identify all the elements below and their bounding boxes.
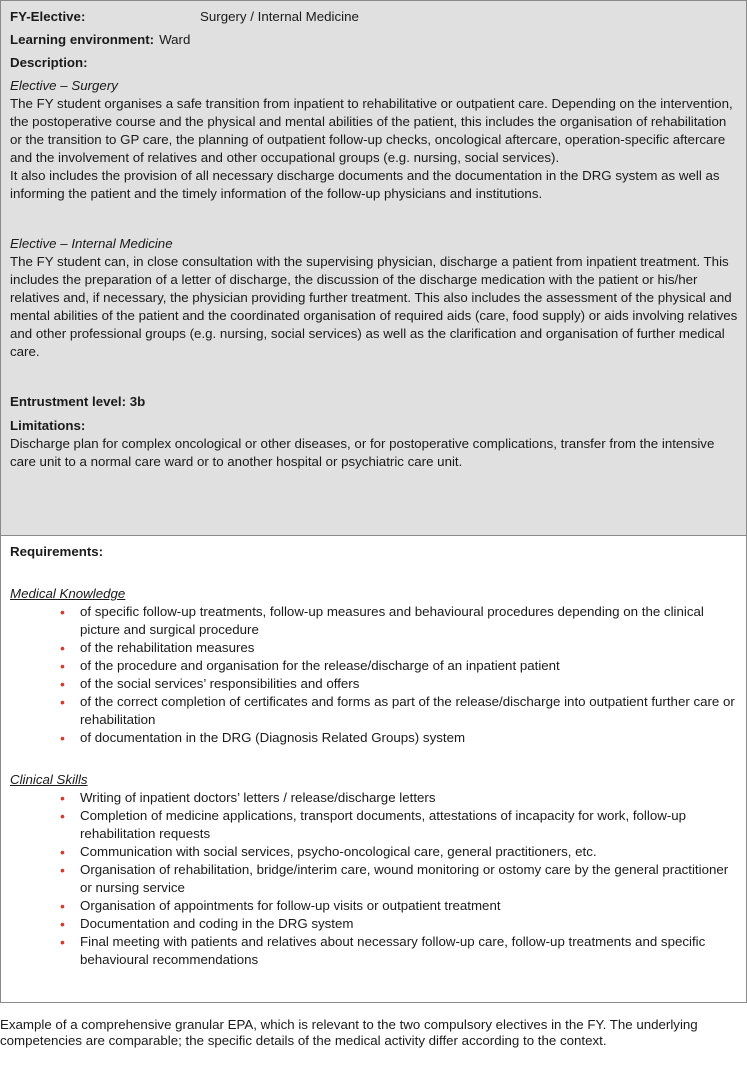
- description-label: Description:: [10, 55, 88, 70]
- figure-caption: Example of a comprehensive granular EPA, which is relevant to the two compulsory electives in the FY. The underlying competencies are comparable; the specific details of the medical activity differ according to the context.: [0, 1017, 698, 1048]
- internal-medicine-title: Elective – Internal Medicine: [10, 236, 173, 251]
- surgery-paragraph-2: It also includes the provision of all necessary discharge documents and the documentation in the DRG system as well as informing the patient and the timely information of the follow-up physicians and institutions.: [10, 168, 720, 201]
- fy-elective-value: Surgery / Internal Medicine: [200, 9, 359, 24]
- list-item: • of documentation in the DRG (Diagnosis Related Groups) system: [80, 729, 738, 747]
- list-item: • of the correct completion of certificates and forms as part of the release/discharge into outpatient further care or rehabilitation: [80, 693, 738, 729]
- epa-description-cell: [1, 1, 746, 536]
- learning-environment-value: Ward: [159, 32, 191, 47]
- list-item: • Completion of medicine applications, transport documents, attestations of incapacity for work, follow-up rehabilitation requests: [80, 807, 738, 843]
- surgery-paragraph-1: The FY student organises a safe transition from inpatient to rehabilitative or outpatient care. Depending on the intervention, the postoperative course and the physical and mental abilities of the patient, this includes the organisation of rehabilitation or the transition to GP care, the planning of outpatient follow-up checks, oncological aftercare, operation-specific aftercare and the involvement of relatives and other occupational groups (e.g. nursing, social services).: [10, 96, 733, 165]
- list-item: • of specific follow-up treatments, follow-up measures and behavioural procedures depending on the clinical picture and surgical procedure: [80, 603, 738, 639]
- fy-elective-label: FY-Elective:: [10, 9, 86, 24]
- list-item: • Final meeting with patients and relatives about necessary follow-up care, follow-up treatments and specific behavioural recommendations: [80, 933, 738, 969]
- learning-environment-label: Learning environment:: [10, 32, 155, 47]
- list-item: • of the social services’ responsibilities and offers: [80, 675, 738, 693]
- fy-elective-row: [10, 8, 738, 26]
- medical-knowledge-list: [10, 603, 738, 747]
- clinical-skills-list: [10, 789, 738, 969]
- limitations-label: Limitations:: [10, 418, 86, 433]
- internal-medicine-paragraph: The FY student can, in close consultation with the supervising physician, discharge a patient from inpatient treatment. This includes the preparation of a letter of discharge, the discussion of the discharge medication with the patient or his/her relatives and, if necessary, the physician providing further treatment. This also includes the assessment of the physical and mental abilities of the patient and the coordinated organisation of required aids (care, food supply) or aids involving relatives and other professional groups (e.g. nursing, social services) as well as the clarification and organisation of further medical care.: [10, 254, 738, 359]
- description-row: [10, 54, 738, 72]
- requirements-label: Requirements:: [10, 544, 104, 559]
- list-item: • Organisation of appointments for follow-up visits or outpatient treatment: [80, 897, 738, 915]
- learning-environment-row: [10, 31, 738, 49]
- list-item: • of the rehabilitation measures: [80, 639, 738, 657]
- list-item: • of the procedure and organisation for the release/discharge of an inpatient patient: [80, 657, 738, 675]
- list-item: • Organisation of rehabilitation, bridge/interim care, wound monitoring or ostomy care by the general practitioner or nursing service: [80, 861, 738, 897]
- epa-requirements-cell: [1, 536, 746, 1002]
- medical-knowledge-title: Medical Knowledge: [10, 586, 126, 601]
- entrustment-level: Entrustment level: 3b: [10, 394, 146, 409]
- list-item: • Communication with social services, psycho-oncological care, general practitioners, etc.: [80, 843, 738, 861]
- limitations-text: Discharge plan for complex oncological or other diseases, or for postoperative complications, transfer from the intensive care unit to a normal care ward or to another hospital or psychiatric care unit.: [10, 436, 715, 469]
- surgery-title: Elective – Surgery: [10, 78, 118, 93]
- list-item: • Writing of inpatient doctors’ letters / release/discharge letters: [80, 789, 738, 807]
- list-item: • Documentation and coding in the DRG system: [80, 915, 738, 933]
- clinical-skills-title: Clinical Skills: [10, 772, 88, 787]
